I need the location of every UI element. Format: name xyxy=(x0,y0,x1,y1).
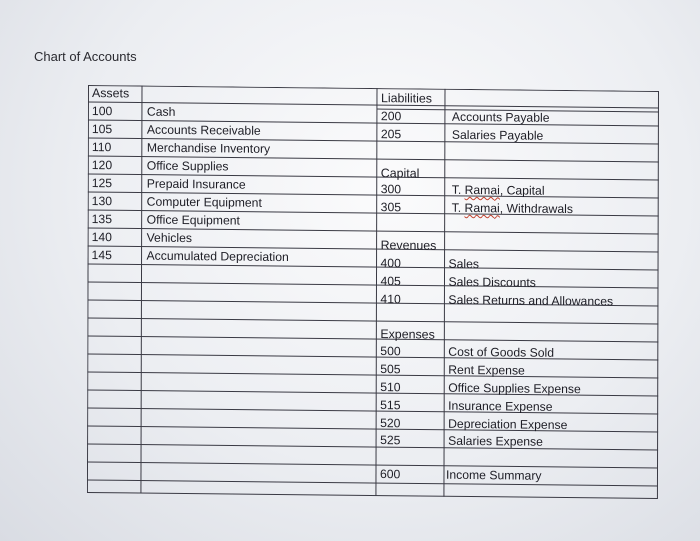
table-rule xyxy=(87,426,658,432)
revenue-number: 410 xyxy=(380,292,401,307)
liability-number: 205 xyxy=(380,127,402,142)
asset-number: 125 xyxy=(91,176,113,191)
asset-number: 120 xyxy=(91,158,113,173)
table-rule xyxy=(87,282,658,288)
asset-name: Computer Equipment xyxy=(146,194,262,210)
summary-name: Income Summary xyxy=(445,467,542,483)
capital-name: T. Ramai, Withdrawals xyxy=(451,200,573,217)
table-rule xyxy=(87,372,658,378)
expense-number: 505 xyxy=(380,362,401,377)
capital-number: 305 xyxy=(380,200,402,215)
expense-name: Cost of Goods Sold xyxy=(448,344,555,360)
table-rule xyxy=(87,408,658,414)
table-rule xyxy=(87,318,658,324)
expense-number: 500 xyxy=(380,344,401,359)
table-rule xyxy=(87,354,658,360)
liabilities-header: Liabilities xyxy=(380,91,432,106)
expense-name: Depreciation Expense xyxy=(448,416,568,433)
asset-name: Cash xyxy=(146,104,176,119)
misspelling-marked-name: Ramai xyxy=(464,200,500,216)
expense-number: 525 xyxy=(380,433,401,448)
asset-number: 135 xyxy=(91,212,113,227)
expenses-header: Expenses xyxy=(380,327,435,342)
asset-name: Vehicles xyxy=(146,230,193,246)
table-rule xyxy=(87,480,658,486)
asset-number: 140 xyxy=(91,230,112,245)
asset-number: 130 xyxy=(91,194,113,209)
liability-number: 200 xyxy=(380,109,402,124)
table-rule xyxy=(88,264,659,270)
asset-name: Office Supplies xyxy=(146,158,229,174)
asset-number: 100 xyxy=(91,104,113,119)
liability-name: Accounts Payable xyxy=(451,109,550,125)
revenue-name: Sales xyxy=(448,256,480,272)
capital-name: T. Ramai, Capital xyxy=(451,182,545,198)
page-title: Chart of Accounts xyxy=(34,49,137,64)
asset-number: 105 xyxy=(91,122,113,137)
capital-header: Capital xyxy=(380,166,420,181)
misspelling-marked-name: Ramai xyxy=(464,182,500,198)
table-rule xyxy=(87,444,658,450)
expense-name: Office Supplies Expense xyxy=(448,380,581,397)
table-rule xyxy=(87,336,658,342)
asset-number: 145 xyxy=(91,248,112,263)
revenue-name: Sales Returns and Allowances xyxy=(448,292,614,309)
revenue-number: 405 xyxy=(380,274,401,289)
capital-number: 300 xyxy=(380,182,402,197)
liability-name: Salaries Payable xyxy=(451,127,544,143)
asset-name: Office Equipment xyxy=(146,212,240,228)
revenues-header: Revenues xyxy=(380,238,437,253)
asset-number: 110 xyxy=(91,140,112,155)
asset-name: Accumulated Depreciation xyxy=(146,248,289,265)
chart-of-accounts-table xyxy=(87,85,660,501)
revenue-name: Sales Discounts xyxy=(448,274,536,290)
assets-header: Assets xyxy=(91,86,130,101)
expense-name: Insurance Expense xyxy=(448,398,553,414)
expense-number: 515 xyxy=(380,398,401,413)
expense-name: Salaries Expense xyxy=(448,433,543,449)
table-rule xyxy=(87,462,658,468)
summary-number: 600 xyxy=(379,467,401,482)
expense-number: 520 xyxy=(380,416,401,431)
asset-name: Accounts Receivable xyxy=(146,122,261,138)
revenue-number: 400 xyxy=(380,256,401,271)
expense-number: 510 xyxy=(380,380,401,395)
asset-name: Merchandise Inventory xyxy=(146,140,271,156)
expense-name: Rent Expense xyxy=(448,362,525,378)
asset-name: Prepaid Insurance xyxy=(146,176,246,192)
